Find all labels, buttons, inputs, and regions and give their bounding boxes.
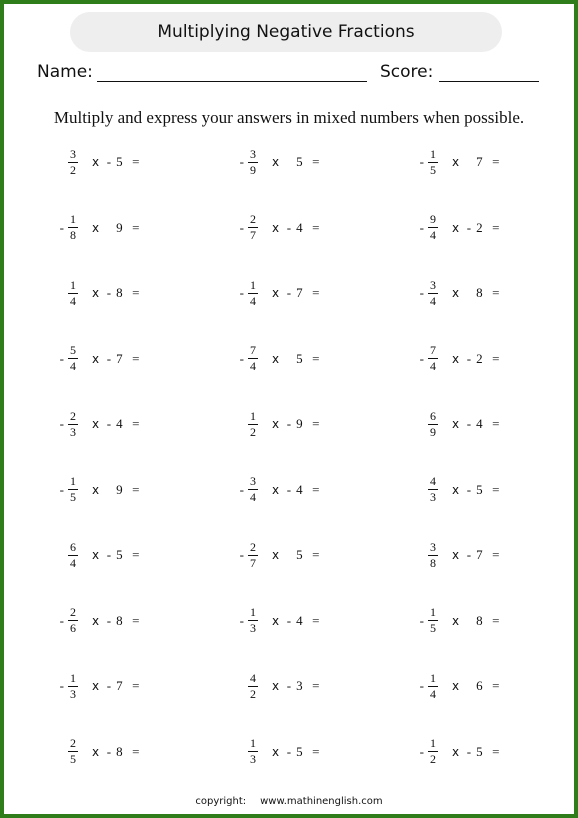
numerator: 1	[250, 605, 256, 619]
equals-sign: =	[312, 547, 320, 562]
fraction-sign: -	[419, 285, 424, 300]
denominator: 4	[250, 359, 256, 373]
multiplier-sign: -	[106, 416, 112, 431]
fraction-sign: -	[59, 612, 64, 628]
times-operator: x	[272, 417, 280, 431]
fraction	[426, 148, 440, 177]
fraction	[246, 344, 260, 373]
instructions: Multiply and express your answers in mixed numbers when possible.	[53, 108, 525, 127]
fraction-sign: -	[419, 219, 424, 235]
numerator: 1	[250, 736, 256, 750]
times-operator: x	[92, 744, 100, 759]
fraction	[66, 410, 80, 439]
times-operator: x	[272, 286, 280, 300]
site-link[interactable]: www.mathinenglish.com	[260, 796, 383, 807]
denominator: 5	[430, 621, 436, 635]
numerator: 2	[70, 736, 76, 750]
fraction	[246, 541, 260, 570]
denominator: 2	[430, 752, 436, 766]
multiplier: 5	[296, 547, 303, 562]
multiplier: 5	[476, 743, 483, 759]
fraction-sign: -	[59, 678, 64, 693]
problem	[236, 406, 319, 442]
problem	[416, 668, 499, 704]
denominator: 9	[430, 424, 436, 439]
fraction-sign: -	[239, 612, 244, 628]
fraction	[66, 148, 80, 177]
fraction	[426, 475, 440, 504]
times-operator: x	[272, 613, 280, 628]
times-operator: x	[272, 482, 280, 497]
equals-sign: =	[312, 154, 320, 169]
problem	[416, 210, 499, 246]
fraction	[426, 213, 440, 242]
times-operator: x	[272, 351, 280, 366]
multiplier: 5	[296, 154, 303, 169]
numerator: 9	[430, 212, 436, 226]
numerator: 6	[70, 539, 76, 554]
multiplier-sign: -	[286, 285, 292, 300]
multiplier-sign: -	[106, 285, 112, 300]
equals-sign: =	[132, 743, 140, 759]
problem	[236, 341, 319, 377]
equals-sign: =	[492, 350, 500, 366]
fraction	[246, 410, 260, 439]
problem	[56, 668, 139, 704]
equals-sign: =	[492, 219, 500, 235]
problem	[416, 406, 499, 442]
equals-sign: =	[132, 612, 140, 628]
multiplier: 5	[116, 154, 123, 169]
multiplier: 8	[116, 612, 123, 628]
equals-sign: =	[492, 612, 500, 628]
times-operator: x	[92, 417, 100, 431]
times-operator: x	[92, 286, 100, 300]
fraction-sign: -	[239, 154, 244, 169]
problem	[56, 734, 139, 770]
multiplier: 7	[476, 154, 483, 169]
multiplier: 4	[296, 219, 303, 235]
times-operator: x	[452, 679, 460, 693]
problem	[416, 734, 499, 770]
multiplier: 5	[116, 547, 123, 562]
multiplier: 9	[116, 219, 123, 235]
denominator: 2	[250, 686, 256, 701]
numerator: 5	[70, 343, 76, 357]
times-operator: x	[92, 679, 100, 693]
fraction-sign: -	[419, 154, 424, 169]
fraction-sign: -	[419, 743, 424, 759]
numerator: 1	[250, 408, 256, 423]
times-operator: x	[452, 417, 460, 431]
times-operator: x	[272, 155, 280, 169]
multiplier-sign: -	[286, 612, 292, 628]
multiplier: 3	[296, 678, 303, 693]
numerator: 1	[430, 605, 436, 619]
numerator: 1	[430, 670, 436, 685]
numerator: 4	[250, 670, 256, 685]
numerator: 3	[250, 474, 256, 488]
multiplier: 8	[116, 743, 123, 759]
fraction	[66, 344, 80, 373]
fraction	[66, 672, 80, 701]
equals-sign: =	[312, 678, 320, 693]
times-operator: x	[452, 286, 460, 300]
problem	[56, 537, 139, 573]
problem	[416, 603, 499, 639]
denominator: 4	[250, 293, 256, 308]
fraction-sign: -	[239, 350, 244, 366]
multiplier-sign: -	[286, 743, 292, 759]
problem	[236, 537, 319, 573]
multiplier-sign: -	[106, 743, 112, 759]
problem	[56, 210, 139, 246]
times-operator: x	[452, 155, 460, 169]
multiplier: 4	[296, 612, 303, 628]
denominator: 3	[250, 752, 256, 766]
denominator: 4	[70, 293, 76, 308]
times-operator: x	[272, 220, 280, 235]
times-operator: x	[272, 679, 280, 693]
multiplier-sign: -	[106, 678, 112, 693]
equals-sign: =	[492, 481, 500, 497]
fraction-sign: -	[239, 219, 244, 235]
problem	[236, 210, 319, 246]
denominator: 7	[250, 228, 256, 242]
times-operator: x	[272, 548, 280, 562]
times-operator: x	[92, 482, 100, 497]
numerator: 1	[250, 277, 256, 292]
equals-sign: =	[312, 285, 320, 300]
fraction-sign: -	[59, 481, 64, 497]
denominator: 2	[70, 162, 76, 177]
equals-sign: =	[492, 678, 500, 693]
fraction	[246, 279, 260, 308]
multiplier: 4	[296, 481, 303, 497]
times-operator: x	[92, 220, 100, 235]
multiplier: 8	[116, 285, 123, 300]
fraction	[426, 279, 440, 308]
equals-sign: =	[312, 481, 320, 497]
denominator: 4	[250, 490, 256, 504]
copyright-label: copyright:	[195, 796, 247, 807]
fraction-sign: -	[59, 416, 64, 431]
denominator: 5	[70, 490, 76, 504]
equals-sign: =	[312, 743, 320, 759]
numerator: 3	[250, 146, 256, 161]
numerator: 4	[430, 474, 436, 488]
numerator: 2	[70, 408, 76, 423]
denominator: 4	[70, 555, 76, 570]
problem	[56, 341, 139, 377]
numerator: 1	[430, 736, 436, 750]
times-operator: x	[452, 613, 460, 628]
problem	[236, 734, 319, 770]
problem	[416, 275, 499, 311]
multiplier: 5	[476, 481, 483, 497]
fraction-sign: -	[419, 612, 424, 628]
multiplier: 2	[476, 350, 483, 366]
numerator: 1	[70, 212, 76, 226]
numerator: 1	[430, 146, 436, 161]
multiplier-sign: -	[466, 219, 472, 235]
fraction-sign: -	[59, 219, 64, 235]
score-label: Score:	[380, 62, 434, 82]
multiplier: 4	[476, 416, 483, 431]
name-label: Name:	[37, 62, 93, 82]
problem	[56, 406, 139, 442]
multiplier-sign: -	[106, 350, 112, 366]
fraction	[66, 737, 80, 766]
equals-sign: =	[312, 350, 320, 366]
problem	[236, 472, 319, 508]
equals-sign: =	[132, 416, 140, 431]
problem	[56, 275, 139, 311]
equals-sign: =	[132, 219, 140, 235]
fraction-sign: -	[59, 350, 64, 366]
times-operator: x	[92, 613, 100, 628]
numerator: 1	[70, 474, 76, 488]
numerator: 2	[250, 539, 256, 554]
numerator: 7	[430, 343, 436, 357]
denominator: 4	[430, 686, 436, 701]
denominator: 3	[70, 686, 76, 701]
fraction	[246, 737, 260, 766]
numerator: 3	[430, 277, 436, 292]
equals-sign: =	[132, 678, 140, 693]
fraction	[426, 344, 440, 373]
equals-sign: =	[312, 219, 320, 235]
fraction-sign: -	[419, 350, 424, 366]
numerator: 2	[250, 212, 256, 226]
denominator: 3	[250, 621, 256, 635]
problem	[416, 144, 499, 180]
worksheet-title: Multiplying Negative Fractions	[70, 12, 502, 52]
times-operator: x	[452, 351, 460, 366]
problem	[416, 537, 499, 573]
multiplier: 8	[476, 285, 483, 300]
equals-sign: =	[132, 154, 140, 169]
multiplier: 4	[116, 416, 123, 431]
fraction	[246, 606, 260, 635]
fraction	[426, 606, 440, 635]
multiplier: 5	[296, 743, 303, 759]
equals-sign: =	[132, 350, 140, 366]
numerator: 1	[70, 670, 76, 685]
multiplier-sign: -	[106, 612, 112, 628]
denominator: 5	[70, 752, 76, 766]
fraction-sign: -	[239, 481, 244, 497]
equals-sign: =	[132, 481, 140, 497]
problem	[56, 472, 139, 508]
multiplier-sign: -	[466, 743, 472, 759]
fraction-sign: -	[239, 547, 244, 562]
multiplier: 7	[116, 678, 123, 693]
numerator: 1	[70, 277, 76, 292]
denominator: 4	[430, 293, 436, 308]
denominator: 8	[70, 228, 76, 242]
times-operator: x	[92, 351, 100, 366]
denominator: 2	[250, 424, 256, 439]
numerator: 3	[70, 146, 76, 161]
times-operator: x	[272, 744, 280, 759]
denominator: 6	[70, 621, 76, 635]
denominator: 3	[70, 424, 76, 439]
fraction-sign: -	[239, 285, 244, 300]
problem	[56, 144, 139, 180]
equals-sign: =	[492, 416, 500, 431]
denominator: 9	[250, 162, 256, 177]
numerator: 6	[430, 408, 436, 423]
problem	[236, 668, 319, 704]
multiplier: 7	[476, 547, 483, 562]
times-operator: x	[452, 744, 460, 759]
footer	[4, 796, 574, 807]
problem	[236, 603, 319, 639]
fraction	[246, 475, 260, 504]
fraction	[66, 541, 80, 570]
problem	[416, 341, 499, 377]
multiplier: 9	[296, 416, 303, 431]
denominator: 4	[430, 359, 436, 373]
multiplier: 8	[476, 612, 483, 628]
denominator: 4	[70, 359, 76, 373]
times-operator: x	[452, 220, 460, 235]
multiplier-sign: -	[286, 481, 292, 497]
fraction	[246, 672, 260, 701]
fraction	[426, 541, 440, 570]
problem	[416, 472, 499, 508]
times-operator: x	[92, 155, 100, 169]
times-operator: x	[452, 482, 460, 497]
equals-sign: =	[492, 743, 500, 759]
numerator: 2	[70, 605, 76, 619]
fraction	[246, 213, 260, 242]
denominator: 4	[430, 228, 436, 242]
multiplier: 5	[296, 350, 303, 366]
multiplier-sign: -	[466, 547, 472, 562]
problem	[56, 603, 139, 639]
multiplier-sign: -	[286, 678, 292, 693]
fraction	[426, 737, 440, 766]
score-blank	[439, 81, 539, 82]
equals-sign: =	[492, 547, 500, 562]
multiplier-sign: -	[106, 154, 112, 169]
times-operator: x	[452, 548, 460, 562]
equals-sign: =	[132, 547, 140, 562]
denominator: 7	[250, 555, 256, 570]
denominator: 8	[430, 555, 436, 570]
multiplier-sign: -	[466, 416, 472, 431]
name-blank	[97, 81, 367, 82]
equals-sign: =	[312, 416, 320, 431]
problem	[236, 144, 319, 180]
equals-sign: =	[132, 285, 140, 300]
multiplier: 2	[476, 219, 483, 235]
multiplier: 7	[296, 285, 303, 300]
numerator: 7	[250, 343, 256, 357]
multiplier-sign: -	[106, 547, 112, 562]
denominator: 3	[430, 490, 436, 504]
multiplier-sign: -	[466, 350, 472, 366]
numerator: 3	[430, 539, 436, 554]
multiplier-sign: -	[466, 481, 472, 497]
equals-sign: =	[492, 154, 500, 169]
fraction	[426, 410, 440, 439]
fraction	[426, 672, 440, 701]
denominator: 5	[430, 162, 436, 177]
multiplier: 7	[116, 350, 123, 366]
problem	[236, 275, 319, 311]
fraction	[66, 279, 80, 308]
fraction	[66, 213, 80, 242]
fraction	[66, 475, 80, 504]
fraction-sign: -	[419, 678, 424, 693]
multiplier-sign: -	[286, 416, 292, 431]
multiplier-sign: -	[286, 219, 292, 235]
times-operator: x	[92, 548, 100, 562]
multiplier: 6	[476, 678, 483, 693]
equals-sign: =	[312, 612, 320, 628]
equals-sign: =	[492, 285, 500, 300]
multiplier: 9	[116, 481, 123, 497]
fraction	[66, 606, 80, 635]
fraction	[246, 148, 260, 177]
name-score-line	[37, 60, 547, 88]
